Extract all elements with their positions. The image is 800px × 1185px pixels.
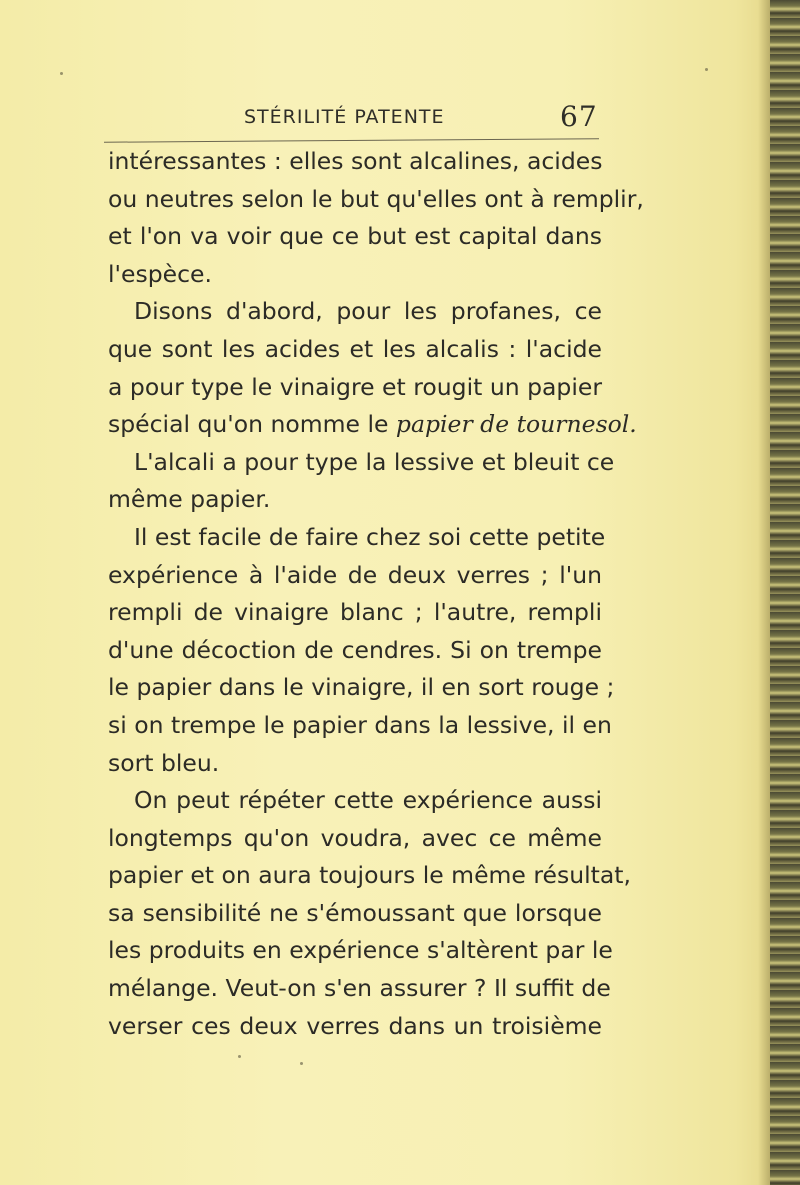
text-line: sa sensibilité ne s'émoussant que lorsque [108,898,602,927]
binding-shadow [758,0,770,1185]
text-line: a pour type le vinaigre et rougit un papier [108,372,602,401]
text-span: spécial qu'on nomme le [108,410,396,439]
paper-speck [238,1055,241,1058]
text-line: On peut répéter cette expérience aussi [134,786,602,815]
text-line: même papier. [108,485,271,514]
page-number: 67 [560,100,598,133]
text-line: Disons d'abord, pour les profanes, ce [134,297,602,326]
text-line [108,406,637,444]
text-line: longtemps qu'on voudra, avec ce même [108,823,602,852]
paper-speck [300,1062,303,1065]
text-line: et l'on va voir que ce but est capital dans [108,222,602,251]
body-text [108,143,644,1045]
text-line: que sont les acides et les alcalis : l'acide [108,334,602,363]
text-line: L'alcali a pour type la lessive et bleuit ce [134,447,615,476]
text-line: expérience à l'aide de deux verres ; l'un [108,560,602,589]
text-line: intéressantes : elles sont alcalines, acides [108,147,603,175]
text-line: l'espèce. [108,259,212,288]
text-line: sort bleu. [108,748,220,777]
text-line: les produits en expérience s'altèrent par le [108,936,613,965]
italic-term: papier de tournesol. [395,410,637,439]
text-line: papier et on aura toujours le même résultat, [108,861,631,890]
text-line: si on trempe le papier dans la lessive, il en [108,710,612,739]
paper-speck [705,68,708,71]
running-title: STÉRILITÉ PATENTE [244,106,445,128]
text-line: mélange. Veut-on s'en assurer ? Il suffit de [108,974,611,1003]
book-binding-edge [770,0,800,1185]
text-line: le papier dans le vinaigre, il en sort rouge ; [108,673,615,702]
text-line: verser ces deux verres dans un troisième [108,1011,602,1040]
text-line: Il est facile de faire chez soi cette petite [134,522,606,551]
text-line: d'une décoction de cendres. Si on trempe [108,635,602,664]
text-line: ou neutres selon le but qu'elles ont à remplir, [108,184,644,213]
text-line: rempli de vinaigre blanc ; l'autre, rempli [108,598,602,627]
paper-speck [60,72,63,75]
